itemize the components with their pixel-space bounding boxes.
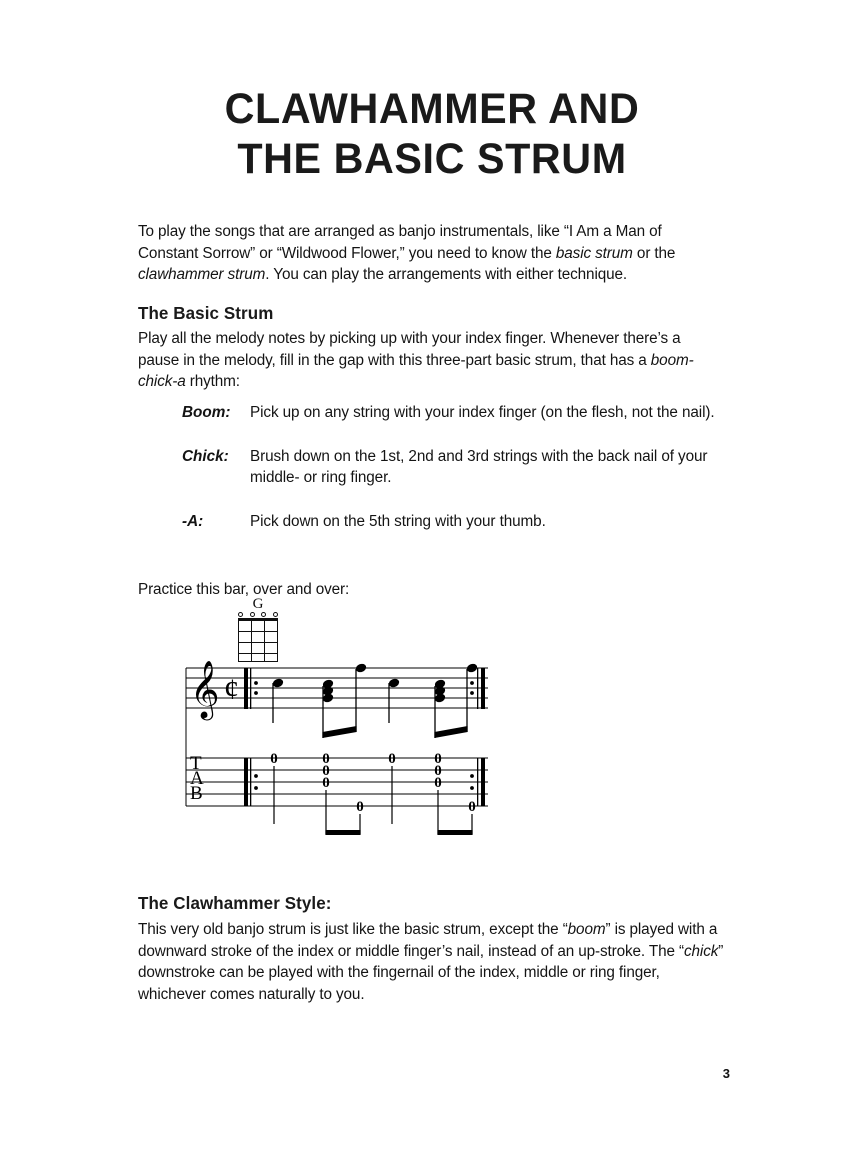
tab-number: 0 xyxy=(434,763,442,779)
tab-letter-b: B xyxy=(190,783,203,804)
repeat-end-thin-barline xyxy=(477,758,478,807)
chord-name-label: G xyxy=(252,596,264,612)
tab-beam xyxy=(437,830,472,835)
intro-text-3: . You can play the arrangements with either technique. xyxy=(265,266,628,284)
tab-letter-t: T xyxy=(190,753,202,774)
definition-row-boom xyxy=(138,402,724,424)
tab-number: 0 xyxy=(322,763,330,779)
intro-italic-1: basic strum xyxy=(555,244,633,262)
tab-number: 0 xyxy=(356,799,364,815)
repeat-end-thin-barline xyxy=(477,668,478,710)
tab-number: 0 xyxy=(322,751,330,767)
page-number: 3 xyxy=(722,1066,730,1081)
claw-italic-1: boom xyxy=(567,921,606,938)
repeat-dot xyxy=(470,786,474,790)
treble-clef-icon: 𝄞 xyxy=(190,661,220,717)
tab-number: 0 xyxy=(434,775,442,791)
repeat-dot xyxy=(254,786,258,790)
definition-term: Boom: xyxy=(182,404,231,421)
definition-term: -A: xyxy=(182,512,204,530)
definition-description: Brush down on the 1st, 2nd and 3rd strings with the back nail of your middle- or ring finger. xyxy=(250,447,708,487)
intro-paragraph xyxy=(138,221,724,286)
title-line-1: CLAWHAMMER AND xyxy=(224,85,640,133)
clawhammer-paragraph xyxy=(138,919,724,1005)
repeat-start-thin-barline xyxy=(250,668,251,710)
repeat-start-thick-barline xyxy=(244,758,248,807)
claw-italic-2: chick xyxy=(684,942,719,960)
repeat-dot xyxy=(470,774,474,778)
repeat-start-thick-barline xyxy=(244,668,248,710)
repeat-dot xyxy=(254,681,258,685)
claw-text-3: ” downstroke can be played with the fingernail of the index, middle or ring finger, whichever comes naturally to you. xyxy=(138,942,724,1003)
cut-time-signature-icon: ¢ xyxy=(224,673,239,706)
basic-strum-heading: The Basic Strum xyxy=(138,303,274,323)
music-notation-block xyxy=(138,596,724,846)
tab-number: 0 xyxy=(388,751,396,767)
beam xyxy=(322,726,356,738)
repeat-dot xyxy=(254,774,258,778)
repeat-dot xyxy=(470,681,474,685)
basic-strum-paragraph xyxy=(138,328,724,393)
tab-number: 0 xyxy=(468,799,476,815)
intro-italic-2: clawhammer strum xyxy=(138,266,266,284)
claw-text-1: This very old banjo strum is just like the basic strum, except the “ xyxy=(138,921,568,938)
intro-text-1: To play the songs that are arranged as banjo instrumentals, like “I Am a Man of Constant Sorrow” or “Wildwood Flower,” you need to know the xyxy=(138,223,662,262)
tab-letter-a: A xyxy=(190,768,204,789)
definition-description: Pick up on any string with your index finger (on the flesh, not the nail). xyxy=(250,404,715,421)
claw-text-2: ” is played with a downward stroke of the index or middle finger’s nail, instead of an up-stroke. The “ xyxy=(138,921,718,960)
tab-number: 0 xyxy=(322,775,330,791)
basic-italic-1: boom-chick-a xyxy=(138,351,694,391)
staff-and-tab-notation xyxy=(138,596,724,846)
clawhammer-heading: The Clawhammer Style: xyxy=(138,893,332,913)
tab-beam xyxy=(325,830,360,835)
repeat-end-thick-barline xyxy=(481,668,485,710)
repeat-start-thin-barline xyxy=(250,758,251,807)
tab-number: 0 xyxy=(270,751,278,767)
page-title xyxy=(0,84,864,184)
repeat-dot xyxy=(254,691,258,695)
basic-text-1: Play all the melody notes by picking up with your index finger. Whenever there’s a pause in the melody, fill in the gap with this three-part basic strum, that has a xyxy=(138,330,681,369)
definition-row-chick xyxy=(138,446,724,489)
intro-text-2: or the xyxy=(632,244,676,262)
strum-definition-list xyxy=(138,402,724,554)
tab-number: 0 xyxy=(434,751,442,767)
repeat-end-thick-barline xyxy=(481,758,485,807)
definition-description: Pick down on the 5th string with your thumb. xyxy=(250,512,546,530)
definition-term: Chick: xyxy=(182,447,229,465)
repeat-dot xyxy=(470,691,474,695)
beam xyxy=(434,726,467,738)
practice-caption: Practice this bar, over and over: xyxy=(138,581,350,598)
title-line-2: THE BASIC STRUM xyxy=(237,135,627,183)
basic-text-2: rhythm: xyxy=(185,373,240,391)
definition-row-a xyxy=(138,511,724,533)
